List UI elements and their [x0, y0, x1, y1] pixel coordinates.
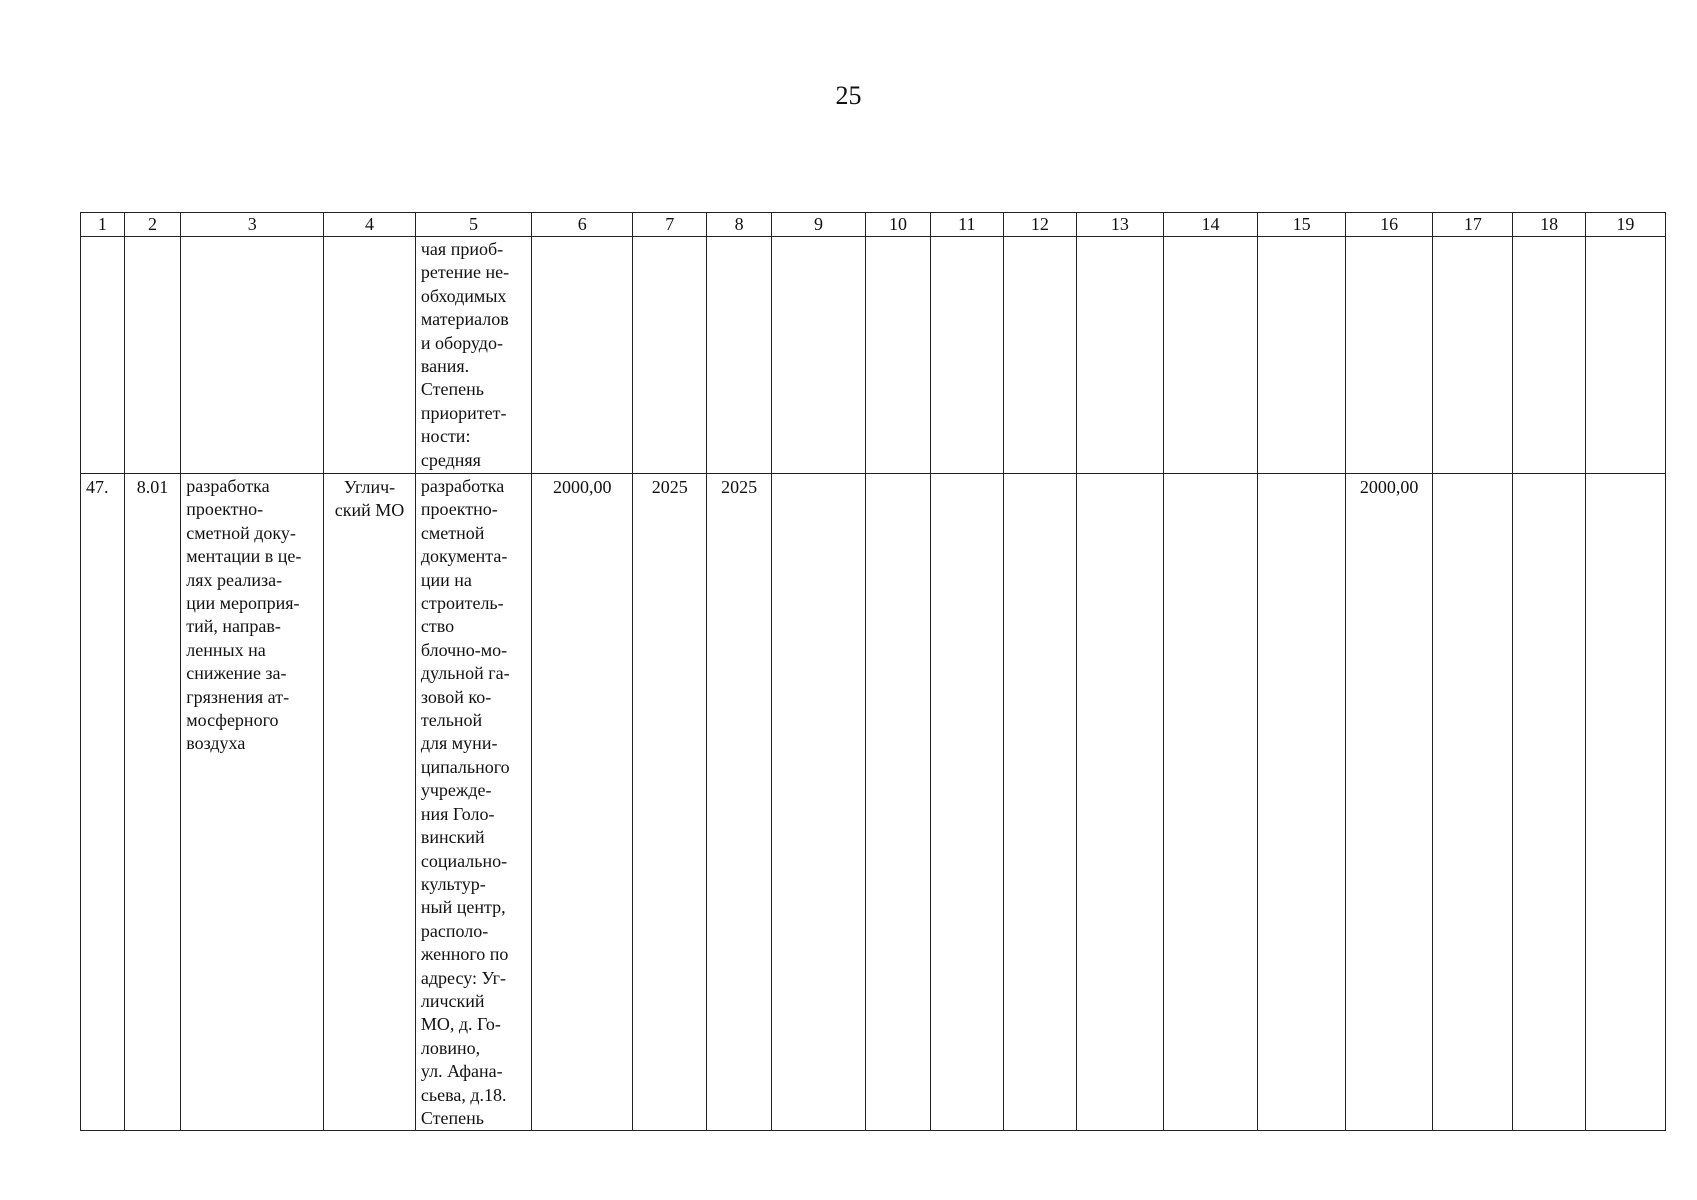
cell-text-line: приоритет- — [420, 402, 507, 423]
column-header-4: 4 — [324, 213, 416, 237]
cell-16 — [1345, 237, 1432, 474]
cell-12 — [1003, 474, 1077, 1131]
cell-text-line: располо- — [420, 920, 489, 941]
table-row — [81, 237, 1666, 474]
cell-6 — [532, 237, 633, 474]
cell-total-cost: 2000,00 — [532, 474, 633, 1131]
cell-text-line: чая приоб- — [420, 239, 504, 259]
column-header-9: 9 — [772, 213, 866, 237]
cell-13 — [1077, 474, 1163, 1131]
cell-text-line: воздуха — [186, 733, 246, 754]
column-header-16: 16 — [1345, 213, 1432, 237]
cell-15 — [1258, 474, 1345, 1131]
header-row — [81, 213, 1666, 237]
column-header-17: 17 — [1433, 213, 1513, 237]
cell-text-line: разработка — [186, 476, 270, 496]
cell-10 — [865, 474, 930, 1131]
cell-17 — [1433, 237, 1513, 474]
column-header-15: 15 — [1258, 213, 1345, 237]
cell-8 — [707, 237, 772, 474]
cell-text-line: ул. Афана- — [420, 1061, 503, 1082]
cell-12 — [1003, 237, 1077, 474]
cell-text-line: ментации в це- — [186, 546, 302, 567]
cell-text-line: ловино, — [420, 1037, 481, 1058]
cell-text-line: Углич- — [343, 477, 396, 497]
column-header-11: 11 — [931, 213, 1004, 237]
cell-text-line: учрежде- — [420, 780, 492, 801]
cell-text-line: ский МО — [334, 500, 405, 521]
cell-text-line: адресу: Уг- — [420, 967, 507, 988]
column-header-3: 3 — [181, 213, 324, 237]
cell-end-year: 2025 — [707, 474, 772, 1131]
cell-text-line: винский — [420, 827, 485, 848]
cell-text-line: и оборудо- — [420, 332, 503, 353]
cell-text-line: сьева, д.18. — [420, 1084, 507, 1105]
cell-text-line: сметной доку- — [186, 522, 296, 543]
cell-text-line: грязнения ат- — [186, 686, 290, 707]
cell-text-line: ленных на — [186, 639, 266, 660]
cell-text-line: сметной — [420, 522, 485, 543]
cell-15 — [1258, 237, 1345, 474]
cell-1 — [81, 237, 125, 474]
cell-text-line: женного по — [420, 944, 509, 965]
cell-text-line: проектно- — [420, 499, 498, 520]
column-header-14: 14 — [1163, 213, 1258, 237]
cell-text-line: Степень — [420, 379, 484, 400]
cell-text-line: мосферного — [186, 710, 279, 731]
cell-4 — [324, 237, 416, 474]
cell-7 — [633, 237, 707, 474]
column-header-7: 7 — [633, 213, 707, 237]
cell-code: 8.01 — [124, 474, 181, 1131]
page-number: 25 — [835, 81, 862, 110]
cell-18 — [1513, 237, 1586, 474]
cell-19 — [1585, 474, 1665, 1131]
column-header-1: 1 — [81, 213, 125, 237]
cell-text-line: ретение не- — [420, 262, 510, 283]
cell-2 — [124, 237, 181, 474]
cell-text-line: лях реализа- — [186, 569, 283, 590]
cell-11 — [931, 237, 1004, 474]
cell-16-amount: 2000,00 — [1345, 474, 1432, 1131]
cell-event-name — [181, 474, 324, 1131]
table-row — [81, 474, 1666, 1131]
cell-text-line: строитель- — [420, 593, 504, 614]
cell-text-line: тий, направ- — [186, 616, 281, 637]
cell-9 — [772, 474, 866, 1131]
cell-3 — [181, 237, 324, 474]
cell-18 — [1513, 474, 1586, 1131]
cell-text-line: материалов — [420, 309, 509, 330]
cell-17 — [1433, 474, 1513, 1131]
cell-10 — [865, 237, 930, 474]
cell-text-line: дульной га- — [420, 663, 510, 684]
cell-9 — [772, 237, 866, 474]
column-header-18: 18 — [1513, 213, 1586, 237]
cell-text-line: вания. — [420, 356, 470, 377]
cell-14 — [1163, 474, 1258, 1131]
column-header-6: 6 — [532, 213, 633, 237]
cell-text-line: документа- — [420, 546, 508, 567]
cell-11 — [931, 474, 1004, 1131]
cell-text-line: ности: — [420, 426, 471, 447]
cell-text-line: личский — [420, 990, 485, 1011]
cell-text-line: разработка — [420, 476, 505, 496]
column-header-19: 19 — [1585, 213, 1665, 237]
cell-text-line: блочно-мо- — [420, 639, 508, 660]
cell-5 — [415, 237, 531, 474]
column-header-13: 13 — [1077, 213, 1163, 237]
column-header-2: 2 — [124, 213, 181, 237]
cell-text-line: зовой ко- — [420, 686, 492, 707]
column-header-8: 8 — [707, 213, 772, 237]
cell-text-line: культур- — [420, 873, 486, 894]
cell-text-line: ципального — [420, 756, 510, 777]
data-table — [80, 212, 1666, 1131]
cell-14 — [1163, 237, 1258, 474]
cell-text-line: социально- — [420, 850, 508, 871]
cell-text-line: тельной — [420, 710, 483, 731]
cell-text-line: снижение за- — [186, 663, 287, 684]
cell-description — [415, 474, 531, 1131]
cell-13 — [1077, 237, 1163, 474]
cell-text-line: ции мероприя- — [186, 593, 300, 614]
cell-text-line: для муни- — [420, 733, 498, 754]
cell-text-line: ство — [420, 616, 455, 637]
cell-text-line: ный центр, — [420, 897, 506, 918]
cell-text-line: МО, д. Го- — [420, 1014, 501, 1035]
cell-municipality — [324, 474, 416, 1131]
cell-text-line: ции на — [420, 569, 472, 590]
cell-text-line: средняя — [420, 449, 481, 470]
cell-text-line: обходимых — [420, 285, 507, 306]
column-header-10: 10 — [865, 213, 930, 237]
cell-row-number: 47. — [81, 474, 125, 1131]
cell-start-year: 2025 — [633, 474, 707, 1131]
column-header-12: 12 — [1003, 213, 1077, 237]
cell-text-line: Степень — [420, 1107, 484, 1128]
cell-19 — [1585, 237, 1665, 474]
cell-text-line: ния Голо- — [420, 803, 495, 824]
column-header-5: 5 — [415, 213, 531, 237]
cell-text-line: проектно- — [186, 499, 264, 520]
